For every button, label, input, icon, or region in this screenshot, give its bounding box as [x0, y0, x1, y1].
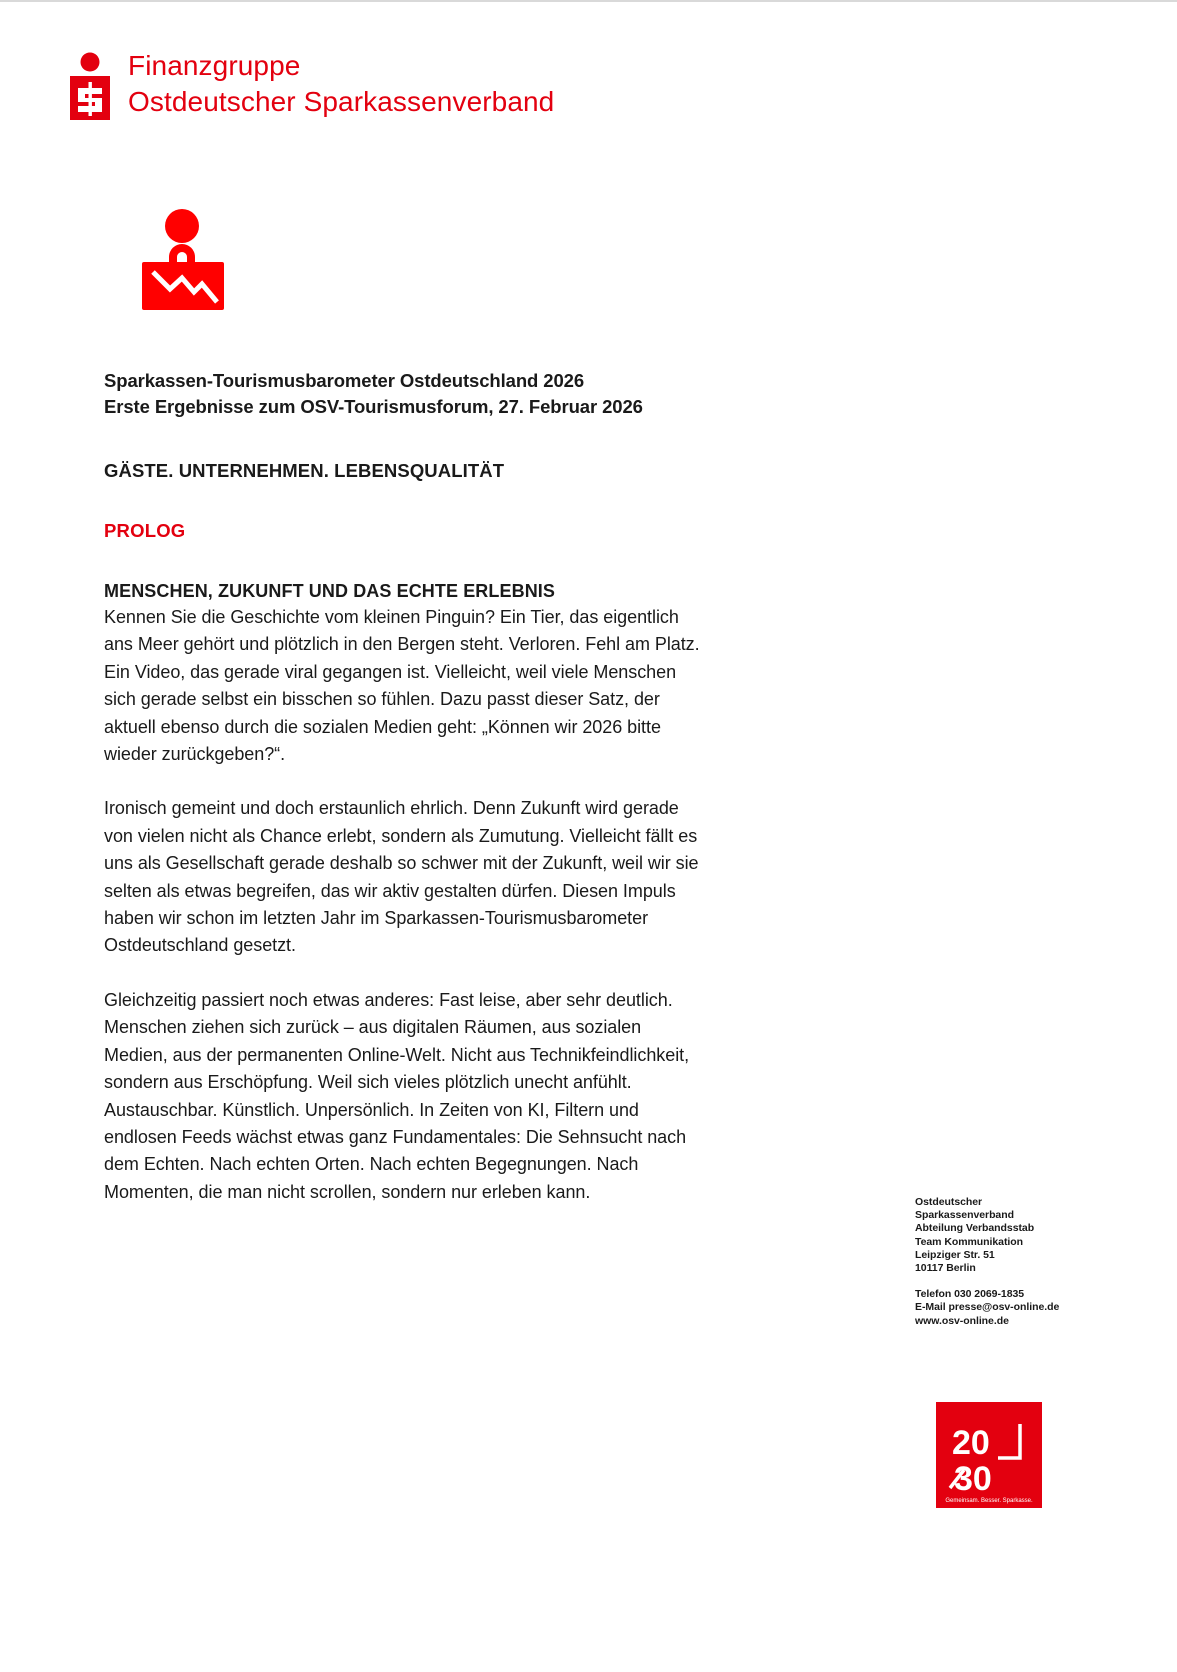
- body-paragraph-3: Gleichzeitig passiert noch etwas anderes: Fast leise, aber sehr deutlich. Menschen ziehen sich zurück – aus digitalen Räumen, aus sozialen Medien, aus der permanenten Online-Welt. Nicht aus Technikfeindlichkeit, sondern aus Erschöpfung. Weil sich vieles plötzlich unecht anfühlt. Austauschbar. Künstlich. Unpersönlich. In Zeiten von KI, Filtern und endlosen Feeds wächst etwas ganz Fundamentales: Die Sehnsucht nach dem Echten. Nach echten Orten. Nach echten Begegnungen. Nach Momenten, die man nicht scrollen, sondern nur erleben kann.: [104, 989, 690, 1202]
- document-body: [104, 368, 704, 1206]
- brand-line-1: Finanzgruppe: [128, 50, 301, 81]
- imprint-address: [915, 1196, 1145, 1275]
- section-kicker-prolog: PROLOG: [104, 520, 186, 541]
- imprint-website[interactable]: www.osv-online.de: [915, 1314, 1009, 1327]
- tourism-suitcase-chart-icon: [138, 206, 228, 310]
- body-paragraph-1: Kennen Sie die Geschichte vom kleinen Pinguin? Ein Tier, das eigentlich ans Meer gehört und plötzlich in den Bergen steht. Verloren. Fehl am Platz. Ein Video, das gerade viral gegangen ist. Vielleicht, weil viele Menschen sich gerade selbst ein bisschen so fühlen. Dazu passt dieser Satz, der aktuell ebenso durch die sozialen Medien geht: „Können wir 2026 bitte wieder zurückgeben?“.: [104, 607, 700, 765]
- imprint-address-line: Abteilung Verbandsstab: [915, 1222, 1035, 1235]
- imprint-address-line: Ostdeutscher: [915, 1196, 983, 1208]
- badge-bottom-number: 30: [954, 1460, 992, 1498]
- badge-2030-graphic: [936, 1402, 1042, 1508]
- page-title: Sparkassen-Tourismusbarometer Ostdeutschland 2026: [104, 370, 585, 391]
- body-paragraph-2: Ironisch gemeint und doch erstaunlich ehrlich. Denn Zukunft wird gerade von vielen nicht als Chance erlebt, sondern als Zumutung. Vielleicht fällt es uns als Gesellschaft gerade deshalb so schwer mit der Zukunft, weil wir sie selten als etwas begreifen, das wir aktiv gestalten dürfen. Diesen Impuls haben wir schon im letzten Jahr im Sparkassen-Tourismusbarometer Ostdeutschland gesetzt.: [104, 798, 699, 956]
- imprint-address-line: Team Kommunikation: [915, 1235, 1024, 1248]
- osv-2030-badge: [936, 1402, 1042, 1508]
- brand-line-2: Ostdeutscher Sparkassenverband: [128, 86, 555, 117]
- imprint-address-line: Leipziger Str. 51: [915, 1248, 995, 1261]
- imprint-address-line: Sparkassenverband: [915, 1209, 1014, 1222]
- badge-top-number: 20: [952, 1424, 990, 1462]
- imprint-address-line: 10117 Berlin: [915, 1262, 976, 1275]
- badge-slogan: Gemeinsam. Besser. Sparkasse.: [945, 1498, 1033, 1504]
- brand-logo: [68, 48, 554, 126]
- sparkassen-s-icon: [68, 52, 112, 126]
- document-claim: GÄSTE. UNTERNEHMEN. LEBENSQUALITÄT: [104, 460, 505, 481]
- page-top-rule: [0, 0, 1177, 5]
- imprint-email[interactable]: E-Mail presse@osv-online.de: [915, 1301, 1060, 1314]
- imprint-contact: [915, 1288, 1145, 1328]
- imprint-phone: Telefon 030 2069-1835: [915, 1288, 1025, 1301]
- page-subtitle: Erste Ergebnisse zum OSV-Tourismusforum, 27. Februar 2026: [104, 396, 643, 417]
- imprint-block: [915, 1196, 1145, 1328]
- brand-wordmark: [128, 48, 554, 120]
- paragraph-heading: MENSCHEN, ZUKUNFT UND DAS ECHTE ERLEBNIS: [104, 581, 556, 601]
